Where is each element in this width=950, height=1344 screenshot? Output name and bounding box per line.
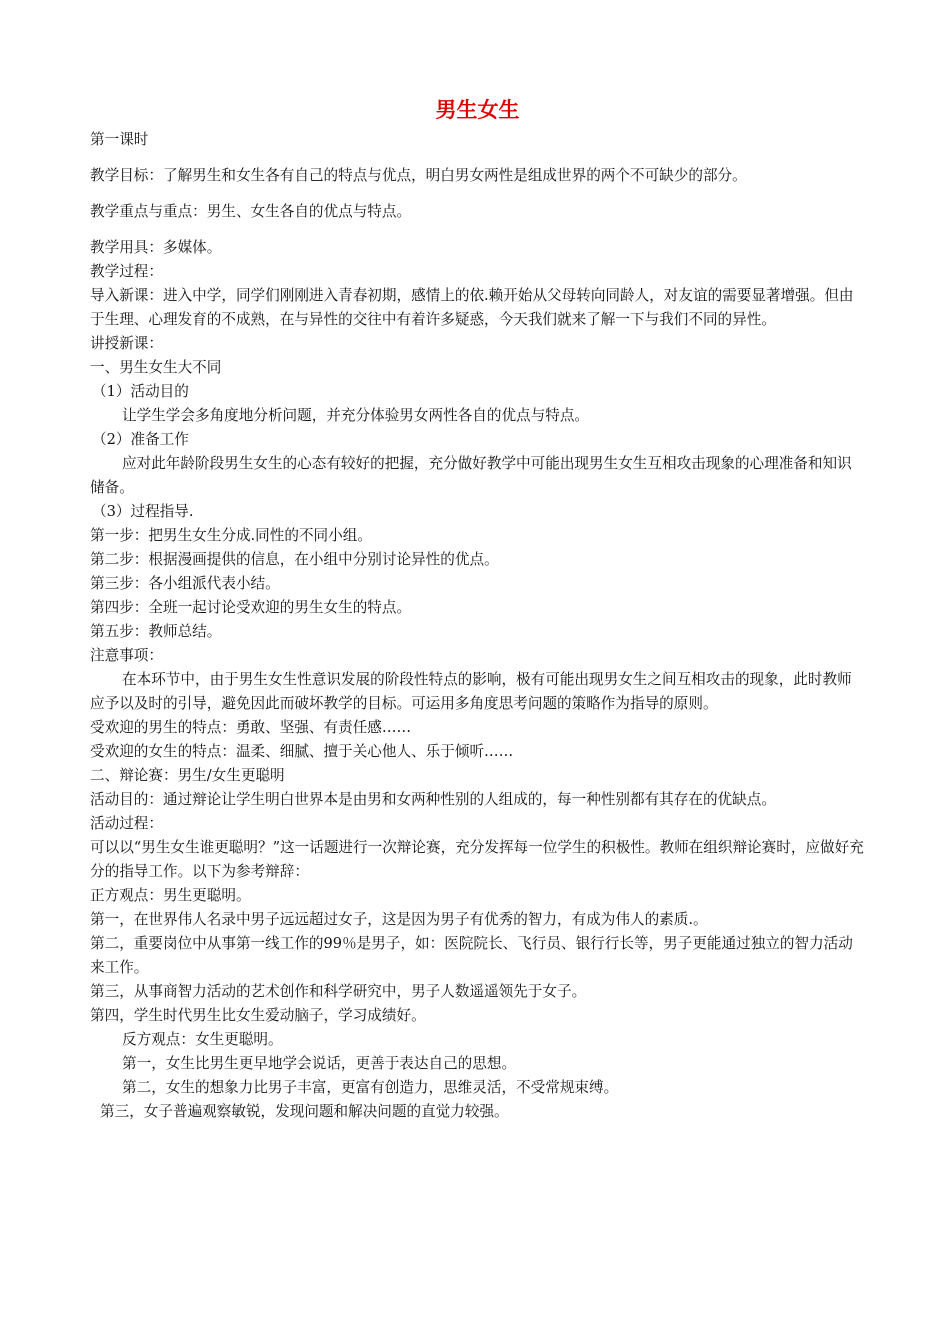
guide-label: （3）过程指导. [92, 503, 194, 520]
step-item: 第五步：教师总结。 [90, 623, 222, 640]
popular-girls-traits: 受欢迎的女生的特点：温柔、细腻、擅于关心他人、乐于倾听…… [90, 743, 514, 760]
process-heading: 教学过程： [90, 263, 163, 280]
teach-heading: 讲授新课： [90, 335, 163, 352]
notes-text: 在本环节中，由于男生女生性意识发展的阶段性特点的影响，极有可能出现男女生之间互相攻击的现象，此时教师应予以及时的引导，避免因此而破坏教学的目标。可运用多角度思考问题的策略作为指导的原则。 [90, 671, 852, 712]
teaching-goal: 教学目标：了解男生和女生各有自己的特点与优点，明白男女两性是组成世界的两个不可缺少的部分。 [90, 167, 747, 184]
teaching-tools: 教学用具：多媒体。 [90, 239, 222, 256]
section1-heading: 一、男生女生大不同 [90, 359, 222, 376]
con-view: 反方观点：女生更聪明。 [122, 1031, 283, 1048]
pro-point: 第四，学生时代男生比女生爱动脑子，学习成绩好。 [90, 1007, 426, 1024]
step-item: 第三步：各小组派代表小结。 [90, 575, 280, 592]
popular-boys-traits: 受欢迎的男生的特点：勇敢、坚强、有责任感…… [90, 719, 412, 736]
teaching-key-points: 教学重点与重点：男生、女生各自的优点与特点。 [90, 203, 412, 220]
con-point: 第三，女子普遍观察敏锐，发现问题和解决问题的直觉力较强。 [100, 1103, 509, 1120]
debate-process-text: 可以以“男生女生谁更聪明？”这一话题进行一次辩论赛，充分发挥每一位学生的积极性。教师在组织辩论赛时，应做好充分的指导工作。以下为参考辩辞： [90, 839, 864, 880]
lesson-label: 第一课时 [90, 131, 149, 148]
pro-view: 正方观点：男生更聪明。 [90, 887, 251, 904]
purpose-text: 让学生学会多角度地分析问题，并充分体验男女两性各自的优点与特点。 [122, 407, 590, 424]
notes-label: 注意事项： [90, 647, 163, 664]
intro-paragraph: 导入新课：进入中学，同学们刚刚进入青春初期，感情上的依.赖开始从父母转向同龄人，对友谊的需要显著增强。但由于生理、心理发育的不成熟，在与异性的交往中有着许多疑惑，今天我们就来了解一下与我们不同的异性。 [90, 287, 854, 328]
prep-text: 应对此年龄阶段男生女生的心态有较好的把握，充分做好教学中可能出现男生女生互相攻击现象的心理准备和知识储备。 [90, 455, 852, 496]
debate-process-label: 活动过程： [90, 815, 163, 832]
page-title: 男生女生 [435, 98, 520, 122]
purpose-label: （1）活动目的 [92, 383, 189, 400]
con-point: 第一，女生比男生更早地学会说话，更善于表达自己的思想。 [122, 1055, 517, 1072]
step-item: 第四步：全班一起讨论受欢迎的男生女生的特点。 [90, 599, 412, 616]
pro-point: 第三，从事商智力活动的艺术创作和科学研究中，男子人数遥遥领先于女子。 [90, 983, 587, 1000]
pro-point: 第二，重要岗位中从事第一线工作的99％是男子，如：医院院长、飞行员、银行行长等，男子更能通过独立的智力活动来工作。 [90, 935, 853, 976]
pro-point: 第一，在世界伟人名录中男子远远超过女子，这是因为男子有优秀的智力，有成为伟人的素质.。 [90, 911, 708, 928]
section2-heading: 二、辩论赛：男生/女生更聪明 [90, 767, 285, 784]
step-item: 第二步：根据漫画提供的信息，在小组中分别讨论异性的优点。 [90, 551, 499, 568]
debate-purpose: 活动目的：通过辩论让学生明白世界本是由男和女两种性别的人组成的，每一种性别都有其存在的优缺点。 [90, 791, 776, 808]
step-item: 第一步：把男生女生分成.同性的不同小组。 [90, 527, 372, 544]
con-point: 第二，女生的想象力比男子丰富，更富有创造力，思维灵活，不受常规束缚。 [122, 1079, 619, 1096]
prep-label: （2）准备工作 [92, 431, 189, 448]
document-page [90, 96, 865, 1124]
